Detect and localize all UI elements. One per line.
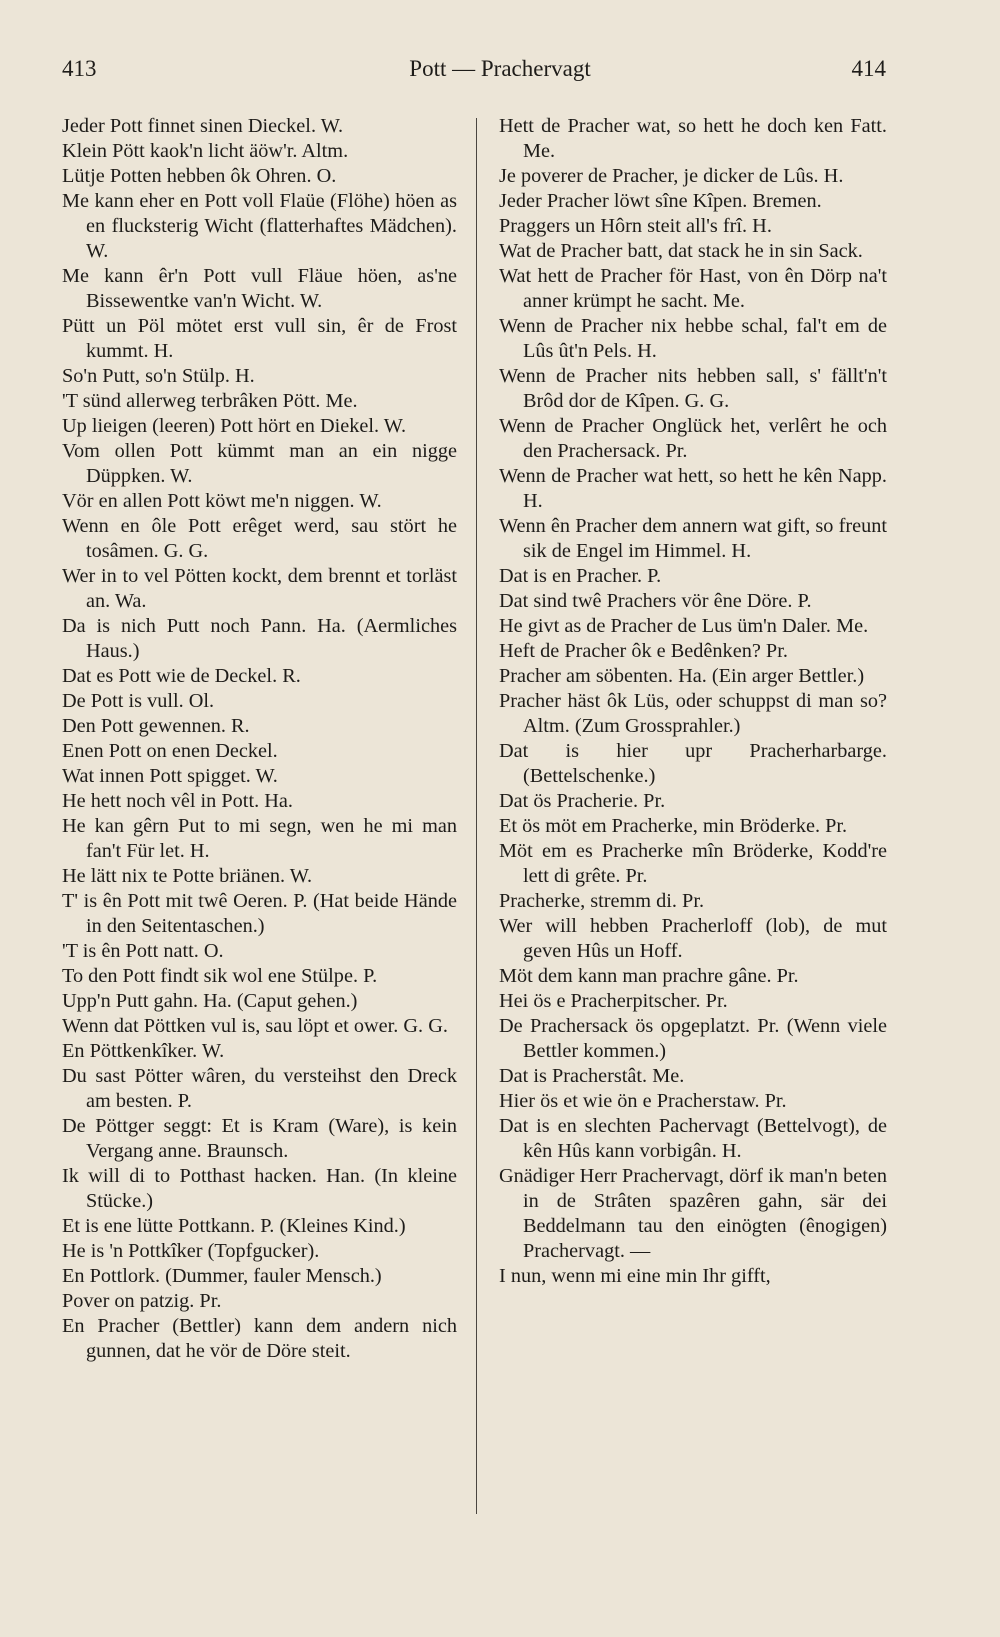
proverb-entry: Vom ollen Pott kümmt man an ein nigge Düppken. W.: [62, 440, 457, 487]
proverb-entry: Et is ene lütte Pottkann. P. (Kleines Kind.): [62, 1215, 406, 1237]
proverb-entry: Dat is hier upr Pracherharbarge. (Bettelschenke.): [499, 740, 887, 787]
proverb-entry: Dat is en Pracher. P.: [499, 565, 662, 587]
proverb-entry: Wenn en ôle Pott erêget werd, sau stört he tosâmen. G. G.: [62, 515, 457, 562]
proverb-entry: En Pracher (Bettler) kann dem andern nich gunnen, dat he vör de Döre steit.: [62, 1315, 457, 1362]
proverb-entry: Dat ös Pracherie. Pr.: [499, 790, 666, 812]
proverb-entry: Enen Pott on enen Deckel.: [62, 740, 278, 762]
proverb-entry: Wenn de Pracher wat hett, so hett he kên Napp. H.: [499, 465, 887, 512]
proverb-entry: So'n Putt, so'n Stülp. H.: [62, 365, 255, 387]
right-column: [499, 114, 887, 1289]
proverb-entry: Me kann êr'n Pott vull Fläue höen, as'ne Bissewentke van'n Wicht. W.: [62, 265, 457, 312]
proverb-entry: Pracher am söbenten. Ha. (Ein arger Bettler.): [499, 665, 865, 687]
proverb-entry: En Pöttkenkîker. W.: [62, 1040, 225, 1062]
proverb-entry: 'T sünd allerweg terbrâken Pött. Me.: [62, 390, 358, 412]
proverb-entry: Upp'n Putt gahn. Ha. (Caput gehen.): [62, 990, 358, 1012]
proverb-entry: Et ös möt em Pracherke, min Bröderke. Pr.: [499, 815, 848, 837]
proverb-entry: Dat is en slechten Pachervagt (Bettelvogt), de kên Hûs kann vorbigân. H.: [499, 1115, 887, 1162]
proverb-entry: Wer in to vel Pötten kockt, dem brennt et torläst an. Wa.: [62, 565, 457, 612]
proverb-entry: En Pottlork. (Dummer, fauler Mensch.): [62, 1265, 382, 1287]
proverb-entry: Möt dem kann man prachre gâne. Pr.: [499, 965, 799, 987]
proverb-entry: Dat sind twê Prachers vör êne Döre. P.: [499, 590, 812, 612]
proverb-entry: Dat is Pracherstât. Me.: [499, 1065, 685, 1087]
proverb-entry: Dat es Pott wie de Deckel. R.: [62, 665, 301, 687]
proverb-entry: Praggers un Hôrn steit all's frî. H.: [499, 215, 772, 237]
proverb-entry: Wenn de Pracher nits hebben sall, s' fällt'n't Brôd dor de Kîpen. G. G.: [499, 365, 887, 412]
proverb-entry: Wenn dat Pöttken vul is, sau löpt et ower. G. G.: [62, 1015, 448, 1037]
page-number-left: 413: [62, 56, 97, 81]
proverb-entry: Up lieigen (leeren) Pott hört en Diekel. W.: [62, 415, 407, 437]
proverb-entry: He givt as de Pracher de Lus üm'n Daler. Me.: [499, 615, 869, 637]
proverb-entry: He hett noch vêl in Pott. Ha.: [62, 790, 293, 812]
proverb-entry: Pracher häst ôk Lüs, oder schuppst di man so? Altm. (Zum Grossprahler.): [499, 690, 887, 737]
proverb-entry: He is 'n Pottkîker (Topfgucker).: [62, 1240, 320, 1262]
proverb-entry: Pover on patzig. Pr.: [62, 1290, 222, 1312]
proverb-entry: Da is nich Putt noch Pann. Ha. (Aermliches Haus.): [62, 615, 457, 662]
column-divider: [476, 118, 477, 1514]
proverb-entry: 'T is ên Pott natt. O.: [62, 940, 224, 962]
proverb-entry: Hett de Pracher wat, so hett he doch ken Fatt. Me.: [499, 115, 887, 162]
left-column: [62, 114, 457, 1364]
proverb-entry: Wat hett de Pracher för Hast, von ên Dörp na't anner krümpt he sacht. Me.: [499, 265, 887, 312]
proverb-entry: Wat de Pracher batt, dat stack he in sin Sack.: [499, 240, 863, 262]
proverb-entry: To den Pott findt sik wol ene Stülpe. P.: [62, 965, 378, 987]
proverb-entry: Hei ös e Pracherpitscher. Pr.: [499, 990, 728, 1012]
proverb-entry: Pütt un Pöl mötet erst vull sin, êr de Frost kummt. H.: [62, 315, 457, 362]
page-header: [0, 56, 1000, 92]
proverb-entry: Jeder Pott finnet sinen Dieckel. W.: [62, 115, 344, 137]
proverb-entry: Hier ös et wie ön e Pracherstaw. Pr.: [499, 1090, 787, 1112]
proverb-entry: Me kann eher en Pott voll Flaüe (Flöhe) höen as en flucksterig Wicht (flatterhaftes Mädchen). W.: [62, 190, 457, 262]
proverb-entry: Wenn ên Pracher dem annern wat gift, so freunt sik de Engel im Himmel. H.: [499, 515, 887, 562]
proverb-entry: He lätt nix te Potte briänen. W.: [62, 865, 313, 887]
proverb-entry: De Pöttger seggt: Et is Kram (Ware), is kein Vergang anne. Braunsch.: [62, 1115, 457, 1162]
proverb-entry: Möt em es Pracherke mîn Bröderke, Kodd're lett di grête. Pr.: [499, 840, 887, 887]
proverb-entry: De Prachersack ös opgeplatzt. Pr. (Wenn viele Bettler kommen.): [499, 1015, 887, 1062]
proverb-entry: Ik will di to Potthast hacken. Han. (In kleine Stücke.): [62, 1165, 457, 1212]
proverb-entry: Vör en allen Pott köwt me'n niggen. W.: [62, 490, 382, 512]
proverb-entry: Pracherke, stremm di. Pr.: [499, 890, 705, 912]
proverb-entry: Wat innen Pott spigget. W.: [62, 765, 278, 787]
proverb-entry: Klein Pött kaok'n licht äöw'r. Altm.: [62, 140, 349, 162]
proverb-entry: He kan gêrn Put to mi segn, wen he mi man fan't Für let. H.: [62, 815, 457, 862]
proverb-entry: De Pott is vull. Ol.: [62, 690, 215, 712]
proverb-entry: Heft de Pracher ôk e Bedênken? Pr.: [499, 640, 788, 662]
proverb-entry: Den Pott gewennen. R.: [62, 715, 250, 737]
proverb-entry: Jeder Pracher löwt sîne Kîpen. Bremen.: [499, 190, 822, 212]
proverb-entry: Wenn de Pracher nix hebbe schal, fal't em de Lûs ût'n Pels. H.: [499, 315, 887, 362]
proverb-entry: Wenn de Pracher Onglück het, verlêrt he och den Prachersack. Pr.: [499, 415, 887, 462]
proverb-entry: Je poverer de Pracher, je dicker de Lûs. H.: [499, 165, 844, 187]
proverb-entry: Lütje Potten hebben ôk Ohren. O.: [62, 165, 337, 187]
proverb-entry: T' is ên Pott mit twê Oeren. P. (Hat beide Hände in den Seitentaschen.): [62, 890, 457, 937]
proverb-entry: Wer will hebben Pracherloff (lob), de mut geven Hûs un Hoff.: [499, 915, 887, 962]
running-title: Pott — Prachervagt: [409, 56, 591, 81]
proverb-entry: Gnädiger Herr Prachervagt, dörf ik man'n beten in de Strâten spazêren gahn, sär dei Beddelmann tau den einögten (ênogigen) Prachervagt. —: [499, 1165, 887, 1262]
proverb-entry: Du sast Pötter wâren, du versteihst den Dreck am besten. P.: [62, 1065, 457, 1112]
proverb-entry: I nun, wenn mi eine min Ihr gifft,: [499, 1265, 771, 1287]
page-number-right: 414: [851, 56, 886, 81]
